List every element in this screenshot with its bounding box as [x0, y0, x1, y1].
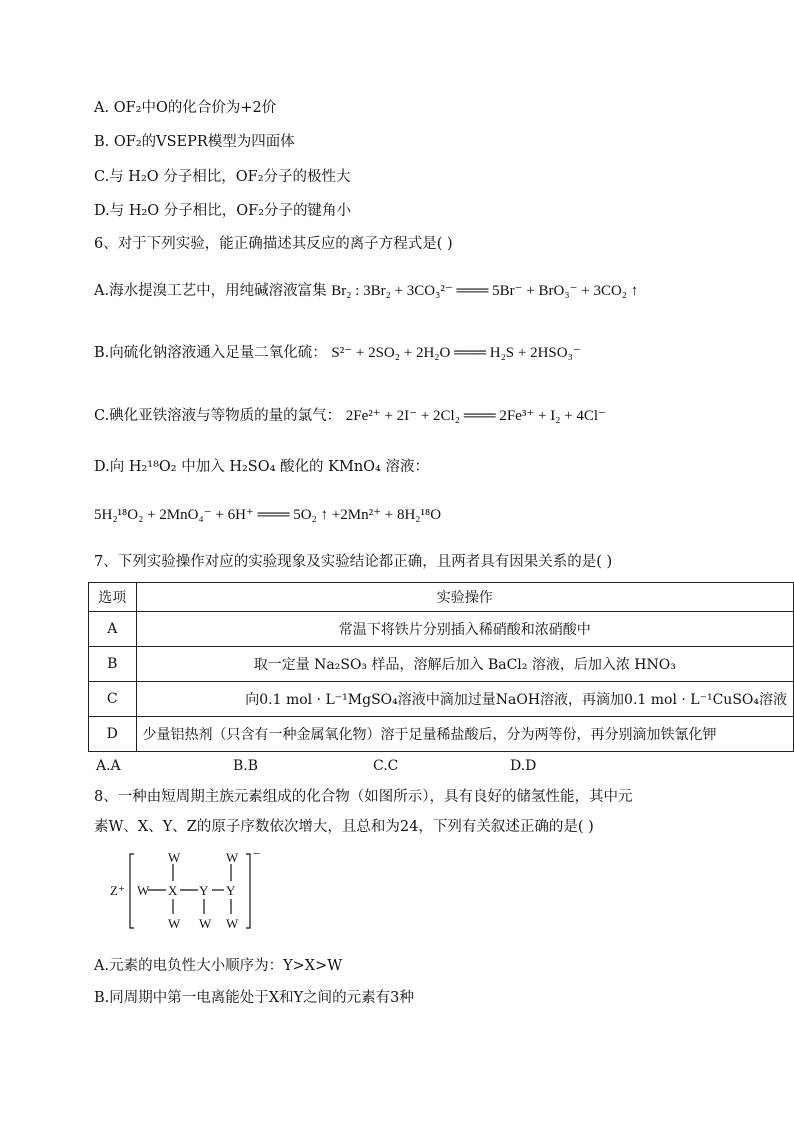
q6-option-b-equation: S²⁻ + 2SO₂ + 2H₂O ═══ H₂S + 2HSO₃⁻ [331, 345, 581, 361]
atom-x: X [168, 883, 178, 898]
q7-table [88, 582, 794, 752]
table-cell-operation: 常温下将铁片分别插入稀硝酸和浓硝酸中 [136, 612, 793, 647]
table-cell-option: D [89, 717, 137, 752]
q5-option-d: D.与 H₂O 分子相比，OF₂分子的键角小 [94, 203, 352, 219]
atom-w-bottom-y1: W [199, 916, 212, 931]
atom-w-bottom-y2: W [226, 916, 239, 931]
table-header-option: 选项 [89, 583, 137, 612]
q5-option-b: B. OF₂的VSEPR模型为四面体 [94, 134, 295, 150]
atom-w-left: W [137, 883, 150, 898]
table-header-operation: 实验操作 [136, 583, 793, 612]
q5-option-c: C.与 H₂O 分子相比，OF₂分子的极性大 [94, 169, 351, 185]
q6-option-b-text: B.向硫化钠溶液通入足量二氧化硫： [94, 345, 327, 361]
q7-stem: 7、下列实验操作对应的实验现象及实验结论都正确，且两者具有因果关系的是( ) [94, 554, 613, 570]
q6-option-a-equation: Br₂ : 3Br₂ + 3CO₃²⁻ ═══ 5Br⁻ + BrO₃⁻ + 3CO₂ ↑ [331, 283, 639, 299]
table-cell-operation: 向0.1 mol · L⁻¹MgSO₄溶液中滴加过量NaOH溶液，再滴加0.1 mol · L⁻¹CuSO₄溶液 [136, 682, 793, 717]
q7-option-c: C.C [373, 758, 399, 774]
q6-stem: 6、对于下列实验，能正确描述其反应的离子方程式是( ) [94, 236, 453, 252]
q6-option-b [94, 343, 581, 363]
table-cell-operation: 少量铝热剂（只含有一种金属氧化物）溶于足量稀盐酸后，分为两等份，再分别滴加铁氰化钾 [136, 717, 793, 752]
table-row [89, 647, 794, 682]
q6-option-a-text: A.海水提溴工艺中，用纯碱溶液富集 [94, 283, 327, 299]
q5-option-a: A. OF₂中O的化合价为+2价 [94, 100, 277, 116]
table-header-row [89, 583, 794, 612]
q6-option-c-equation: 2Fe²⁺ + 2I⁻ + 2Cl₂ ═══ 2Fe³⁺ + I₂ + 4Cl⁻ [345, 408, 606, 424]
q6-option-c-text: C.碘化亚铁溶液与等物质的量的氯气： [94, 408, 342, 424]
q8-stem-line2: 素W、X、Y、Z的原子序数依次增大，且总和为24，下列有关叙述正确的是( ) [94, 819, 594, 835]
cation-label: Z⁺ [110, 883, 125, 898]
q8-stem-line1: 8、一种由短周期主族元素组成的化合物（如图所示），具有良好的储氢性能，其中元 [94, 789, 633, 805]
q8-option-b: B.同周期中第一电离能处于X和Y之间的元素有3种 [94, 990, 414, 1006]
table-row [89, 717, 794, 752]
atom-w-top-x: W [168, 850, 181, 865]
atom-y-middle: Y [199, 883, 209, 898]
q7-option-b: B.B [233, 758, 259, 774]
table-cell-operation: 取一定量 Na₂SO₃ 样品，溶解后加入 BaCl₂ 溶液，后加入浓 HNO₃ [136, 647, 793, 682]
q7-option-a: A.A [96, 758, 121, 774]
q7-option-d: D.D [510, 758, 537, 774]
table-cell-option: A [89, 612, 137, 647]
table-row [89, 682, 794, 717]
table-cell-option: B [89, 647, 137, 682]
charge-label: − [253, 850, 261, 861]
q8-structure-diagram [110, 850, 270, 932]
table-row [89, 612, 794, 647]
q6-option-d-equation: 5H₂¹⁸O₂ + 2MnO₄⁻ + 6H⁺ ═══ 5O₂ ↑ +2Mn²⁺ + 8H₂¹⁸O [94, 507, 442, 523]
atom-w-top-y: W [226, 850, 239, 865]
atom-w-bottom-x: W [168, 916, 181, 931]
q8-option-a: A.元素的电负性大小顺序为：Y>X>W [94, 958, 343, 974]
table-cell-option: C [89, 682, 137, 717]
atom-y-right: Y [226, 883, 236, 898]
q6-option-d: D.向 H₂¹⁸O₂ 中加入 H₂SO₄ 酸化的 KMnO₄ 溶液： [94, 459, 429, 475]
q6-option-c [94, 406, 606, 426]
q6-option-a [94, 281, 638, 301]
